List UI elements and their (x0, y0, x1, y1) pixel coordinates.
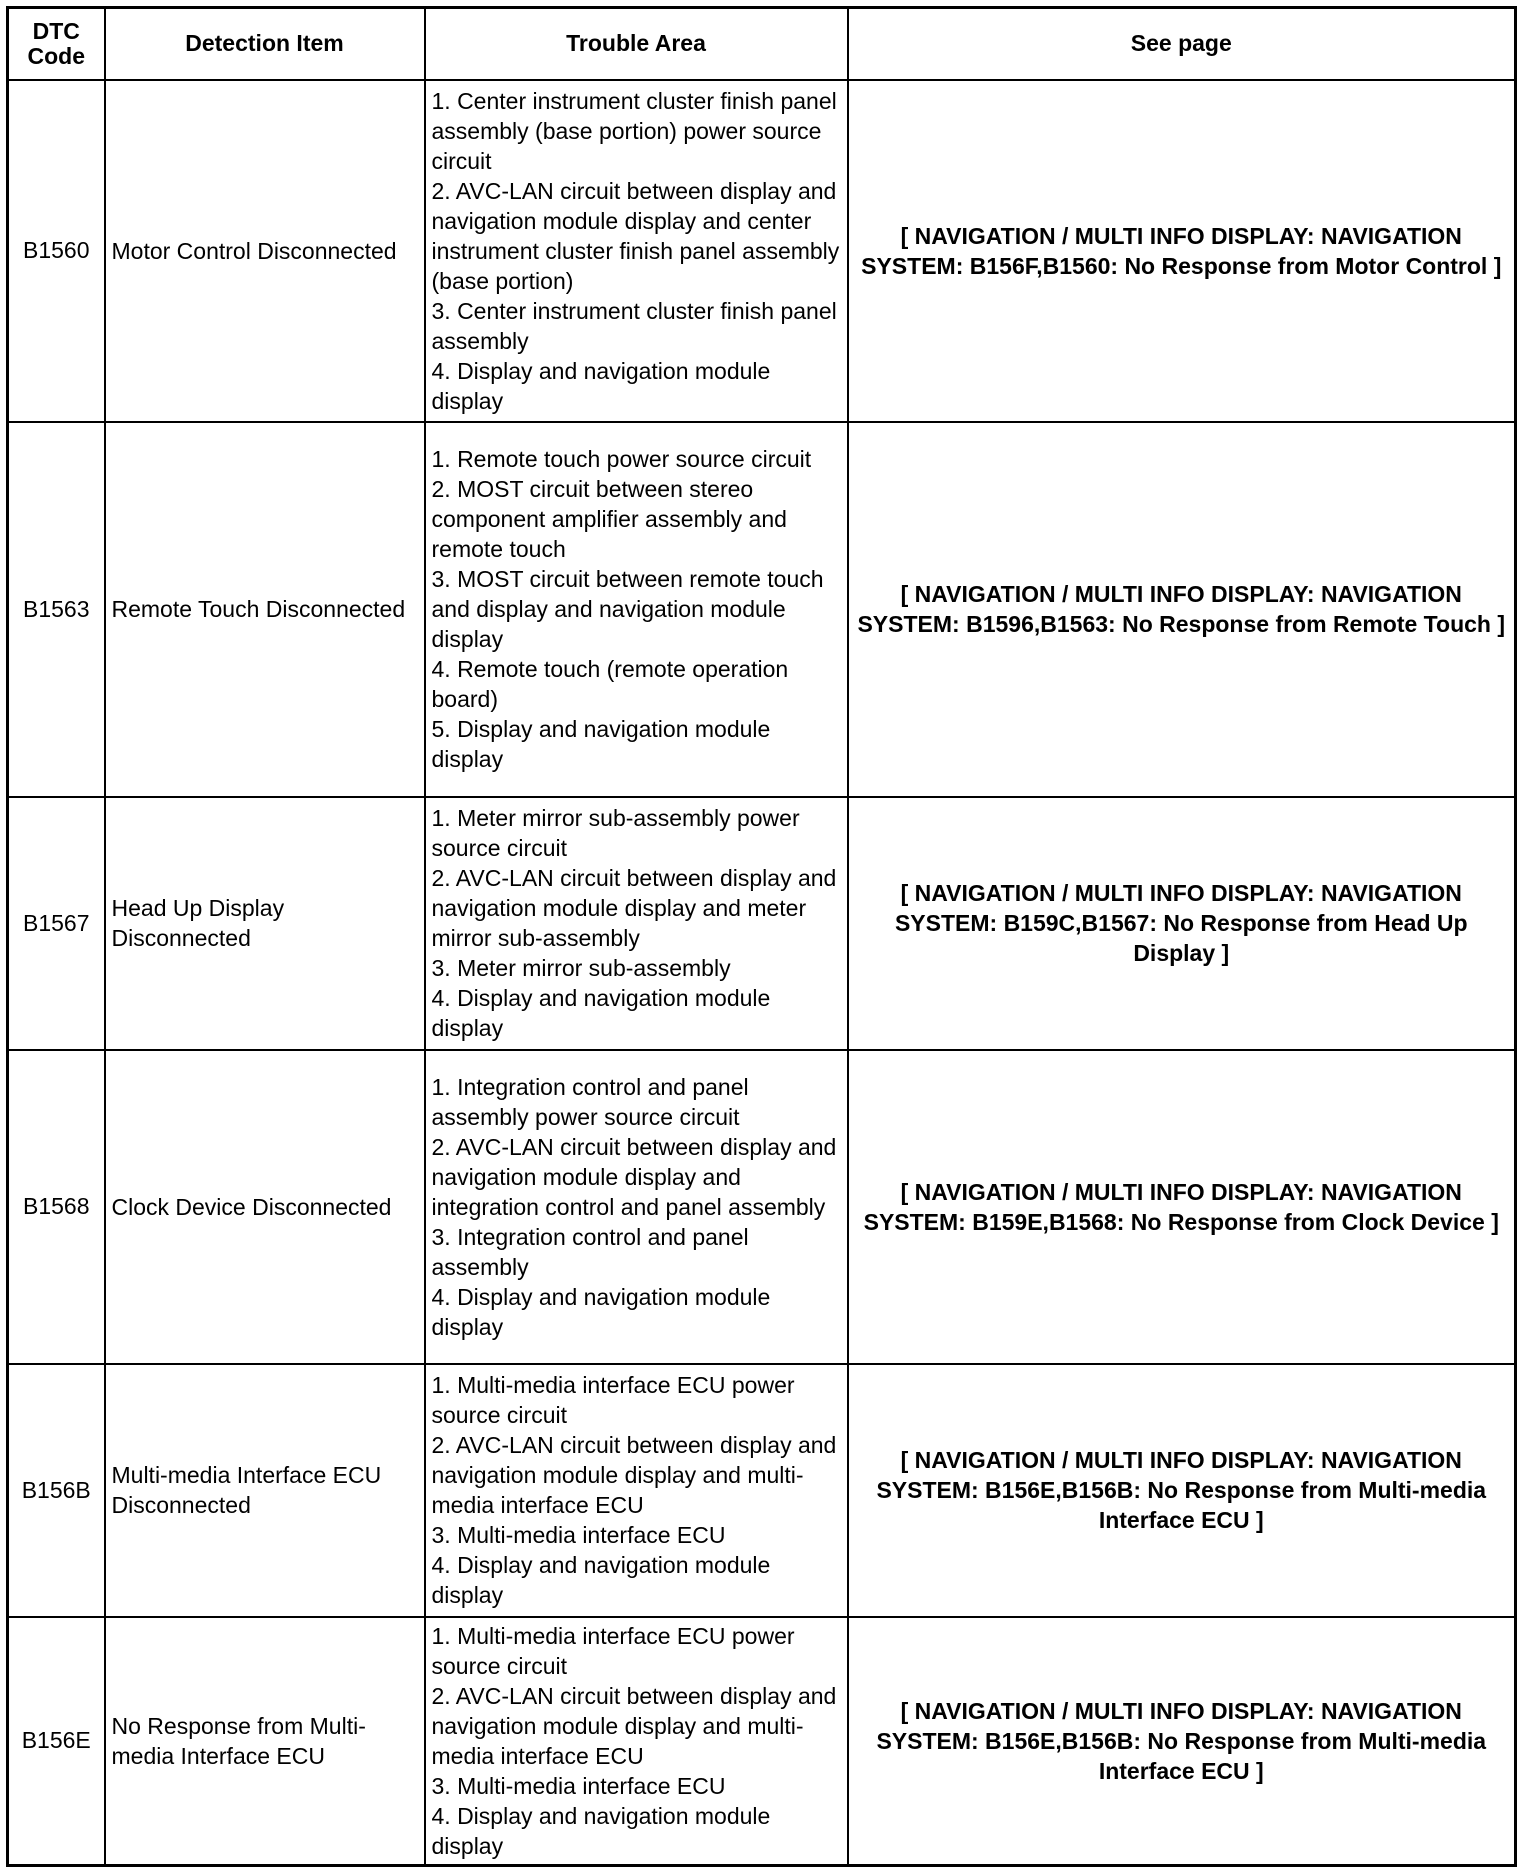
see-page-link[interactable]: [ NAVIGATION / MULTI INFO DISPLAY: NAVIGATION SYSTEM: B156F,B1560: No Response from Motor Control ] (848, 80, 1516, 422)
dtc-code-cell: B1563 (8, 422, 105, 797)
dtc-code-cell: B156E (8, 1617, 105, 1866)
see-page-link[interactable]: [ NAVIGATION / MULTI INFO DISPLAY: NAVIGATION SYSTEM: B159E,B1568: No Response from Clock Device ] (848, 1050, 1516, 1364)
header-trouble-area: Trouble Area (425, 8, 848, 80)
see-page-link[interactable]: [ NAVIGATION / MULTI INFO DISPLAY: NAVIGATION SYSTEM: B1596,B1563: No Response from Remote Touch ] (848, 422, 1516, 797)
table-header (8, 8, 1516, 80)
detection-item-cell: Multi-media Interface ECU Disconnected (105, 1364, 425, 1617)
table-row (8, 1617, 1516, 1866)
trouble-area-cell: 1. Multi-media interface ECU power source circuit 2. AVC-LAN circuit between display and navigation module display and multi-media interface ECU 3. Multi-media interface ECU 4. Display and navigation module display (425, 1364, 848, 1617)
trouble-area-cell: 1. Meter mirror sub-assembly power source circuit 2. AVC-LAN circuit between display and navigation module display and meter mirror sub-assembly 3. Meter mirror sub-assembly 4. Display and navigation module display (425, 797, 848, 1050)
dtc-code-cell: B1560 (8, 80, 105, 422)
see-page-link[interactable]: [ NAVIGATION / MULTI INFO DISPLAY: NAVIGATION SYSTEM: B156E,B156B: No Response from Multi-media Interface ECU ] (848, 1364, 1516, 1617)
detection-item-cell: Motor Control Disconnected (105, 80, 425, 422)
table-row (8, 80, 1516, 422)
table-row (8, 422, 1516, 797)
dtc-table (6, 6, 1517, 1867)
table-body (8, 80, 1516, 1866)
trouble-area-cell: 1. Integration control and panel assembly power source circuit 2. AVC-LAN circuit between display and navigation module display and integration control and panel assembly 3. Integration control and panel assembly 4. Display and navigation module display (425, 1050, 848, 1364)
detection-item-cell: Remote Touch Disconnected (105, 422, 425, 797)
dtc-code-cell: B1568 (8, 1050, 105, 1364)
dtc-code-cell: B156B (8, 1364, 105, 1617)
header-dtc-code: DTC Code (8, 8, 105, 80)
see-page-link[interactable]: [ NAVIGATION / MULTI INFO DISPLAY: NAVIGATION SYSTEM: B156E,B156B: No Response from Multi-media Interface ECU ] (848, 1617, 1516, 1866)
trouble-area-cell: 1. Multi-media interface ECU power source circuit 2. AVC-LAN circuit between display and navigation module display and multi-media interface ECU 3. Multi-media interface ECU 4. Display and navigation module display (425, 1617, 848, 1866)
detection-item-cell: No Response from Multi-media Interface ECU (105, 1617, 425, 1866)
detection-item-cell: Head Up Display Disconnected (105, 797, 425, 1050)
table-row (8, 1364, 1516, 1617)
detection-item-cell: Clock Device Disconnected (105, 1050, 425, 1364)
dtc-code-cell: B1567 (8, 797, 105, 1050)
see-page-link[interactable]: [ NAVIGATION / MULTI INFO DISPLAY: NAVIGATION SYSTEM: B159C,B1567: No Response from Head Up Display ] (848, 797, 1516, 1050)
trouble-area-cell: 1. Remote touch power source circuit 2. MOST circuit between stereo component amplifier assembly and remote touch 3. MOST circuit between remote touch and display and navigation module display 4. Remote touch (remote operation board) 5. Display and navigation module display (425, 422, 848, 797)
header-row (8, 8, 1516, 80)
header-detection-item: Detection Item (105, 8, 425, 80)
table-row (8, 1050, 1516, 1364)
trouble-area-cell: 1. Center instrument cluster finish panel assembly (base portion) power source circuit 2. AVC-LAN circuit between display and navigation module display and center instrument cluster finish panel assembly (base portion) 3. Center instrument cluster finish panel assembly 4. Display and navigation module display (425, 80, 848, 422)
table-row (8, 797, 1516, 1050)
header-see-page: See page (848, 8, 1516, 80)
